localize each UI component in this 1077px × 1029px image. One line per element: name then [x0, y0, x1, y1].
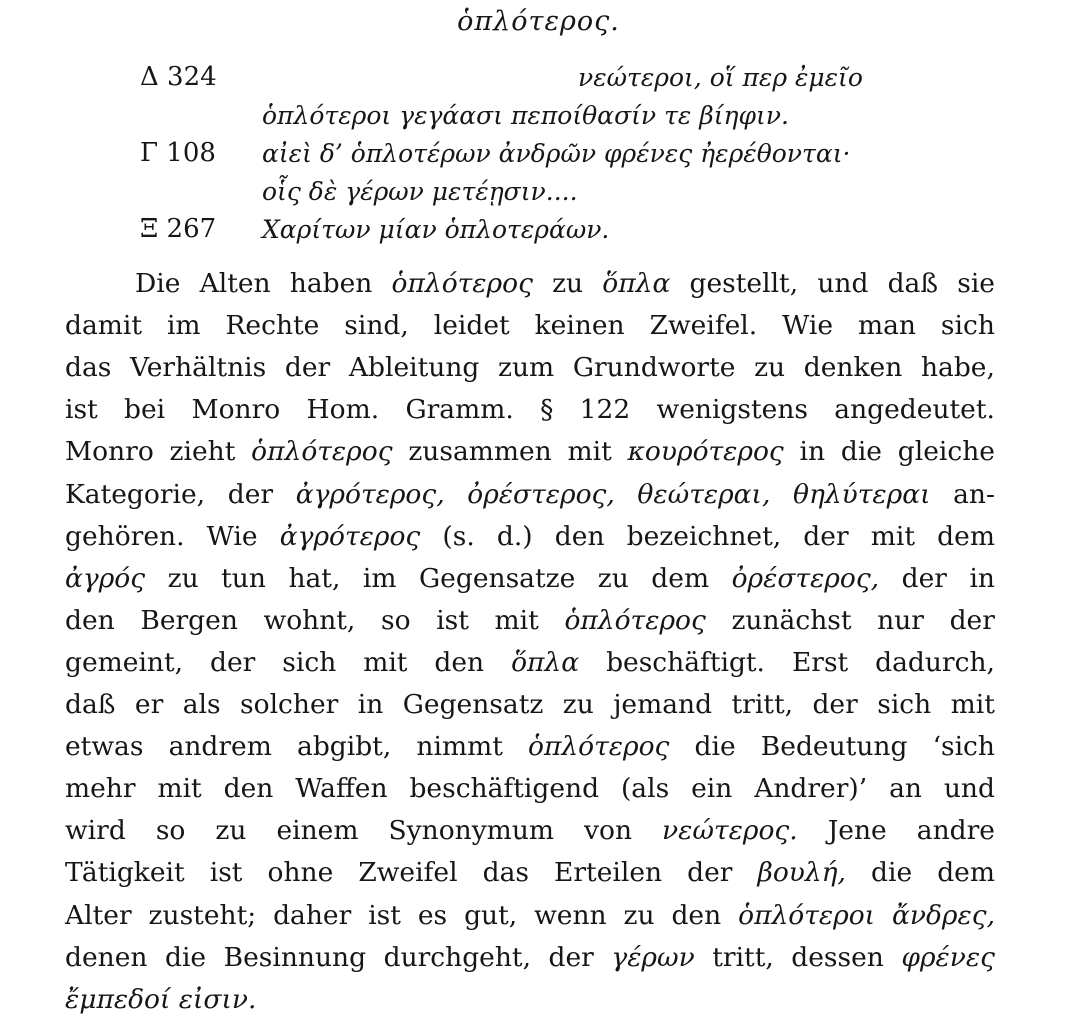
greek-word: κουρότερος — [627, 436, 784, 468]
word: die — [840, 436, 882, 468]
greek-word: ὀρέστερος, — [467, 478, 615, 510]
citation-quote-line: αἰεὶ δ’ ὁπλοτέρων ἀνδρῶν φρένες ἠερέθονται· — [262, 139, 851, 168]
word: dem — [937, 857, 995, 889]
word: Hom. — [306, 394, 380, 426]
word: die — [871, 857, 913, 889]
greek-word: ὀρέστερος, — [731, 562, 880, 594]
word: Ableitung — [348, 352, 480, 384]
paragraph-line — [65, 856, 995, 890]
word: in — [969, 562, 995, 594]
word: zieht — [169, 436, 236, 468]
word: man — [858, 310, 916, 342]
word: 122 — [579, 394, 631, 426]
word: als — [182, 689, 221, 720]
word: einem — [276, 815, 359, 847]
word: ist — [368, 899, 401, 931]
word: Zweifel — [358, 857, 458, 889]
paragraph-line — [65, 730, 995, 764]
word: haben — [289, 268, 373, 299]
word: Waffen — [295, 773, 388, 805]
citation-ref: Δ 324 — [140, 62, 217, 92]
word: gemeint, — [65, 646, 184, 678]
word: bei — [124, 394, 166, 426]
greek-word: θεώτεραι, — [637, 478, 771, 510]
word: Wie — [206, 520, 258, 552]
word: Tätigkeit — [65, 857, 185, 889]
word: den — [434, 646, 485, 678]
word: gehören. — [65, 520, 185, 552]
paragraph-line — [65, 478, 995, 512]
greek-word: θηλύτεραι — [793, 478, 931, 510]
word: das — [482, 857, 529, 889]
word: sich — [282, 646, 337, 678]
word: Monro — [191, 394, 281, 426]
word: der — [210, 646, 256, 678]
greek-word: ὁπλότεροι — [738, 899, 876, 931]
paragraph-line — [135, 267, 995, 301]
word: der — [901, 562, 947, 594]
word: zum — [498, 352, 555, 384]
word: Bergen — [140, 604, 238, 636]
word: Alten — [199, 268, 271, 299]
greek-word: ὅπλα — [602, 268, 671, 299]
greek-word: φρένες — [901, 941, 995, 973]
paragraph-line — [65, 351, 995, 385]
word: zu — [167, 562, 199, 594]
word: ‘sich — [932, 731, 995, 763]
word: Verhältnis — [130, 352, 267, 384]
word: es — [417, 899, 448, 931]
paragraph-line — [65, 604, 995, 638]
word: tritt, — [712, 941, 774, 973]
word: Zweifel. — [649, 310, 758, 342]
word: den — [223, 773, 274, 805]
paragraph-line — [65, 941, 995, 975]
word: den — [554, 520, 605, 552]
word: Wie — [782, 310, 834, 342]
word: den — [65, 604, 115, 636]
greek-word: ἀγρότερος — [279, 520, 421, 552]
word: die — [164, 941, 207, 973]
citation-quote-line: νεώτεροι, οἵ περ ἐμεῖο — [578, 63, 863, 92]
word: sich — [877, 689, 932, 720]
greek-word: ὁπλότερος — [251, 436, 393, 468]
word: im — [166, 310, 201, 342]
word: abgibt, — [297, 731, 392, 763]
word: zusteht; — [148, 899, 257, 931]
word: in — [357, 689, 384, 720]
word: von — [584, 815, 633, 847]
word: ein — [691, 773, 733, 805]
word: ist — [436, 604, 469, 636]
word: der — [949, 604, 995, 636]
word: der — [227, 478, 274, 510]
word: dessen — [791, 941, 884, 973]
word: zu — [623, 899, 655, 931]
word: wohnt, — [263, 604, 356, 636]
paragraph-line — [65, 393, 995, 427]
greek-word: ὅπλα — [511, 646, 580, 678]
paragraph-line — [65, 309, 995, 343]
word: Gramm. — [405, 394, 514, 426]
word: denken — [803, 352, 903, 384]
word: Andrer)’ — [754, 773, 868, 805]
word: sich — [940, 310, 995, 342]
greek-word: ἄνδρες, — [891, 899, 995, 931]
word: (s. — [442, 520, 475, 552]
paragraph-line — [65, 688, 995, 722]
word: Gegensatze — [419, 562, 576, 594]
paragraph-line — [65, 435, 995, 469]
greek-word: ἀγρός — [65, 562, 146, 594]
paragraph-line — [65, 562, 995, 596]
paragraph-line — [65, 983, 995, 1017]
word: der — [284, 352, 331, 384]
word: Synonymum — [388, 815, 555, 847]
word: und — [943, 773, 995, 805]
greek-word: ὁπλότερος — [391, 268, 533, 299]
word: Alter — [65, 899, 132, 931]
word: zusammen — [408, 436, 552, 468]
word: an — [889, 773, 922, 805]
word: so — [155, 815, 186, 847]
word: daß — [887, 268, 939, 299]
word: Besinnung — [223, 941, 367, 973]
word: d.) — [496, 520, 533, 552]
word: habe, — [920, 352, 995, 384]
word: etwas — [65, 731, 144, 763]
word: zu — [597, 562, 629, 594]
word: mit — [567, 436, 612, 468]
word: Die — [135, 268, 181, 299]
word: tun — [221, 562, 266, 594]
word: das — [65, 352, 112, 384]
greek-word: ὁπλότερος — [564, 604, 706, 636]
word: der — [687, 857, 733, 889]
greek-word: βουλή, — [757, 857, 846, 889]
word: solcher — [240, 689, 339, 720]
word: sind, — [344, 310, 409, 342]
word: (als — [620, 773, 670, 805]
page-heading: ὁπλότερος. — [457, 6, 620, 37]
word: der — [548, 941, 594, 973]
citation-quote-line: οἷς δὲ γέρων μετέῃσιν.... — [262, 177, 578, 206]
word: denen — [65, 941, 148, 973]
word: Monro — [65, 436, 154, 468]
greek-word: ὁπλότερος — [528, 731, 670, 763]
citation-quote-line: ὁπλότεροι γεγάασι πεποίθασίν τε βίηφιν. — [262, 101, 789, 130]
word: dadurch, — [875, 646, 995, 678]
citation-ref: Γ 108 — [140, 138, 216, 168]
word: beschäftigt. — [606, 646, 765, 678]
paragraph-line — [65, 646, 995, 680]
word: wird — [65, 815, 126, 847]
word: Bedeutung — [760, 731, 908, 763]
greek-term: ἔμπεδοί εἰσιν. — [65, 983, 257, 1015]
word: daher — [273, 899, 352, 931]
word: keinen — [534, 310, 625, 342]
word: andrem — [168, 731, 272, 763]
word: Grundworte — [572, 352, 736, 384]
word: Erteilen — [554, 857, 663, 889]
word: so — [381, 604, 411, 636]
word: wenn — [534, 899, 607, 931]
word: Kategorie, — [65, 478, 206, 510]
word: wenigstens — [656, 394, 808, 426]
word: gestellt, — [689, 268, 799, 299]
word: der — [803, 520, 849, 552]
word: tritt, — [731, 689, 794, 720]
word: jemand — [613, 689, 713, 720]
paragraph-line — [65, 899, 995, 933]
word: angedeutet. — [834, 394, 995, 426]
word: an- — [953, 478, 995, 510]
word: ist — [209, 857, 243, 889]
word: zu — [754, 352, 786, 384]
word: beschäftigend — [409, 773, 600, 805]
word: mehr — [65, 773, 136, 805]
word: hat, — [288, 562, 341, 594]
word: mit — [157, 773, 202, 805]
greek-word: νεώτερος. — [662, 815, 798, 847]
word: dem — [937, 520, 995, 552]
word: § — [540, 394, 554, 426]
word: zunächst — [731, 604, 852, 636]
word: die — [694, 731, 736, 763]
word: den — [671, 899, 722, 931]
word: Rechte — [225, 310, 320, 342]
word: gut, — [464, 899, 518, 931]
word: nur — [877, 604, 924, 636]
word: ohne — [267, 857, 334, 889]
word: Gegensatz — [402, 689, 544, 720]
word: mit — [494, 604, 539, 636]
citation-quote-line: Χαρίτων μίαν ὁπλοτεράων. — [262, 215, 610, 244]
word: mit — [363, 646, 408, 678]
word: in — [799, 436, 826, 468]
greek-word: ἀγρότερος, — [295, 478, 445, 510]
word: ist — [65, 394, 98, 426]
word: zu — [562, 689, 594, 720]
word: er — [134, 689, 164, 720]
word: sie — [957, 268, 995, 299]
paragraph-line — [65, 520, 995, 554]
word: im — [362, 562, 397, 594]
citation-ref: Ξ 267 — [140, 214, 217, 244]
greek-word: γέρων — [611, 941, 695, 973]
word: mit — [950, 689, 995, 720]
word: durchgeht, — [383, 941, 532, 973]
word: damit — [65, 310, 143, 342]
word: der — [812, 689, 858, 720]
word: andre — [916, 815, 995, 847]
word: Erst — [791, 646, 849, 678]
paragraph-line — [65, 772, 995, 806]
paragraph-line — [65, 814, 995, 848]
word: zu — [215, 815, 247, 847]
word: daß — [65, 689, 116, 720]
word: zu — [552, 268, 584, 299]
word: mit — [870, 520, 916, 552]
word: leidet — [433, 310, 510, 342]
word: und — [817, 268, 869, 299]
word: bezeichnet, — [626, 520, 782, 552]
word: gleiche — [897, 436, 995, 468]
word: Jene — [827, 815, 887, 847]
word: nimmt — [416, 731, 503, 763]
word: dem — [651, 562, 710, 594]
